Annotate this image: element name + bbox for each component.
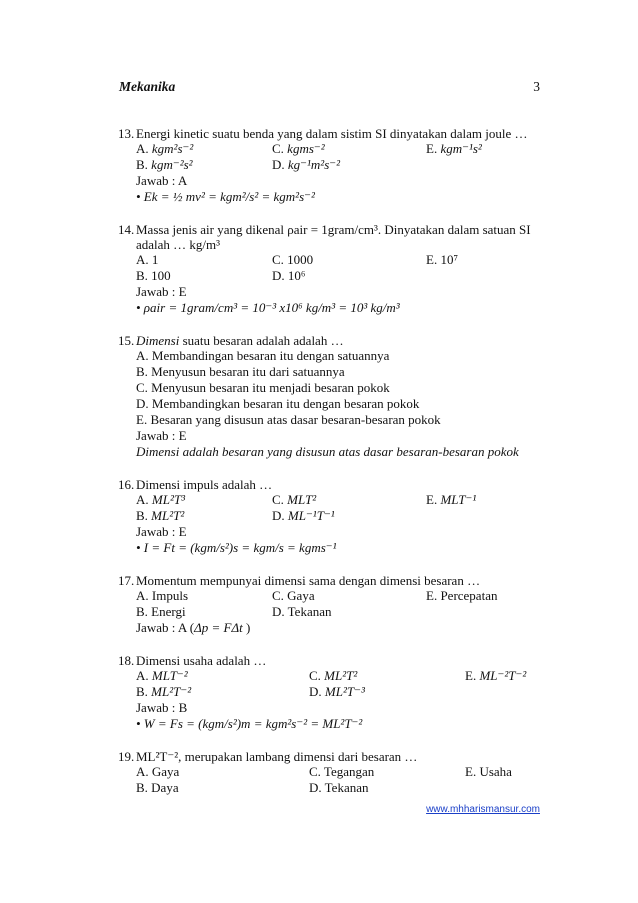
question-list bbox=[119, 126, 544, 813]
question-13: 13. Energi kinetic suatu benda yang dalam sistim SI dinyatakan dalam joule … A. kgm²s⁻² C. kgms⁻² E. kgm⁻¹s² B. kgm⁻²s² D. kg⁻¹m²s⁻² Jawab : A • Ek = ½ mv² = kgm²/s² = kgm²s⁻² bbox=[119, 126, 544, 205]
option-b: B. Menyusun besaran itu dari satuannya bbox=[136, 364, 345, 379]
option-e: 10⁷ bbox=[440, 252, 458, 267]
option-e: ML⁻²T⁻² bbox=[479, 668, 527, 683]
question-number: 16. bbox=[118, 477, 135, 492]
header-title: Mekanika bbox=[119, 79, 176, 94]
option-e: E. Besaran yang disusun atas dasar besaran-besaran pokok bbox=[136, 412, 441, 427]
answer-formula: Δp = FΔt bbox=[194, 620, 243, 635]
question-number: 17. bbox=[118, 573, 135, 588]
question-15 bbox=[119, 333, 544, 460]
option-b: B. Daya bbox=[136, 780, 179, 795]
question-number: 15. bbox=[118, 333, 135, 348]
question-text: Energi kinetic suatu benda yang dalam sistim SI dinyatakan dalam joule … bbox=[136, 126, 528, 141]
option-d: kg⁻¹m²s⁻² bbox=[287, 157, 341, 172]
question-keyword: Dimensi bbox=[136, 333, 180, 348]
question-number: 19. bbox=[118, 749, 135, 764]
question-number: 18. bbox=[118, 653, 135, 668]
option-c: C. Menyusun besaran itu menjadi besaran pokok bbox=[136, 380, 390, 395]
question-17 bbox=[119, 573, 544, 636]
question-number: 13. bbox=[118, 126, 135, 141]
answer: Jawab : A (Δp = FΔt ) bbox=[136, 620, 251, 635]
option-b: B. Energi bbox=[136, 604, 186, 619]
option-a: kgm²s⁻² bbox=[151, 141, 194, 156]
option-a: A. Gaya bbox=[136, 764, 180, 779]
option-e: E. Percepatan bbox=[426, 588, 498, 603]
question-16: 16. Dimensi impuls adalah … A. ML²T³ C. MLT² E. MLT⁻¹ B. ML²T² D. ML⁻¹T⁻¹ Jawab : E • I = Ft = (kgm/s²)s = kgm/s = kgms⁻¹ bbox=[119, 477, 544, 556]
option-e: E. Usaha bbox=[465, 764, 512, 779]
option-c: MLT² bbox=[287, 492, 317, 507]
option-d: ML⁻¹T⁻¹ bbox=[287, 508, 335, 523]
option-list bbox=[136, 348, 544, 428]
question-text: Dimensi usaha adalah … bbox=[136, 653, 267, 668]
answer: Jawab : E bbox=[136, 284, 187, 299]
solution: • W = Fs = (kgm/s²)m = kgm²s⁻² = ML²T⁻² bbox=[136, 716, 363, 731]
footer-link[interactable]: www.mhharismansur.com bbox=[426, 804, 540, 815]
option-c: kgms⁻² bbox=[287, 141, 325, 156]
option-b: 100 bbox=[151, 268, 171, 283]
answer: Jawab : E bbox=[136, 428, 187, 443]
solution: • I = Ft = (kgm/s²)s = kgm/s = kgms⁻¹ bbox=[136, 540, 337, 555]
option-a: MLT⁻² bbox=[151, 668, 188, 683]
option-d: D. Tekanan bbox=[272, 604, 332, 619]
option-a: A. Membandingan besaran itu dengan satuannya bbox=[136, 348, 390, 363]
option-d: ML²T⁻³ bbox=[324, 684, 365, 699]
option-b: kgm⁻²s² bbox=[151, 157, 193, 172]
option-e: MLT⁻¹ bbox=[440, 492, 477, 507]
option-d: 10⁶ bbox=[287, 268, 306, 283]
question-18: 18. Dimensi usaha adalah … A. MLT⁻² C. ML²T² E. ML⁻²T⁻² B. ML²T⁻² D. ML²T⁻³ Jawab : B • W = Fs = (kgm/s²)m = kgm²s⁻² = ML²T⁻² bbox=[119, 653, 544, 732]
option-c: ML²T² bbox=[324, 668, 358, 683]
option-d: D. Tekanan bbox=[309, 780, 369, 795]
question-number: 14. bbox=[118, 222, 135, 237]
page-number: 3 bbox=[533, 79, 540, 94]
question-text: ML²T⁻², merupakan lambang dimensi dari besaran … bbox=[136, 749, 418, 764]
option-a: A. Impuls bbox=[136, 588, 188, 603]
option-a: 1 bbox=[151, 252, 159, 267]
option-c: C. Gaya bbox=[272, 588, 315, 603]
page-header bbox=[119, 79, 540, 97]
question-text: suatu besaran adalah adalah … bbox=[179, 333, 344, 348]
solution: • Ek = ½ mv² = kgm²/s² = kgm²s⁻² bbox=[136, 189, 315, 204]
option-b: ML²T⁻² bbox=[151, 684, 192, 699]
question-19 bbox=[119, 749, 544, 796]
answer: Jawab : E bbox=[136, 524, 187, 539]
option-e: kgm⁻¹s² bbox=[440, 141, 482, 156]
question-text: Massa jenis air yang dikenal ρair = 1gram/cm³. Dinyatakan dalam satuan SI adalah … kg/m³ bbox=[136, 222, 531, 252]
answer: Jawab : A bbox=[136, 173, 188, 188]
solution: • ρair = 1gram/cm³ = 10⁻³ x10⁶ kg/m³ = 10³ kg/m³ bbox=[136, 300, 400, 315]
answer: Jawab : B bbox=[136, 700, 188, 715]
option-a: ML²T³ bbox=[151, 492, 185, 507]
solution: Dimensi adalah besaran yang disusun atas dasar besaran-besaran pokok bbox=[136, 444, 519, 459]
option-c: 1000 bbox=[287, 252, 314, 267]
option-c: C. Tegangan bbox=[309, 764, 375, 779]
question-text: Momentum mempunyai dimensi sama dengan dimensi besaran … bbox=[136, 573, 481, 588]
option-b: ML²T² bbox=[151, 508, 185, 523]
option-d: D. Membandingkan besaran itu dengan besaran pokok bbox=[136, 396, 420, 411]
question-14: 14. Massa jenis air yang dikenal ρair = 1gram/cm³. Dinyatakan dalam satuan SI adalah … kg/m³ A. 1 C. 1000 E. 10⁷ B. 100 D. 10⁶ Jawab : E • ρair = 1gram/cm³ = 10⁻³ x10⁶ kg/m³ = 10³ kg/m³ bbox=[119, 222, 544, 316]
question-text: Dimensi impuls adalah … bbox=[136, 477, 273, 492]
